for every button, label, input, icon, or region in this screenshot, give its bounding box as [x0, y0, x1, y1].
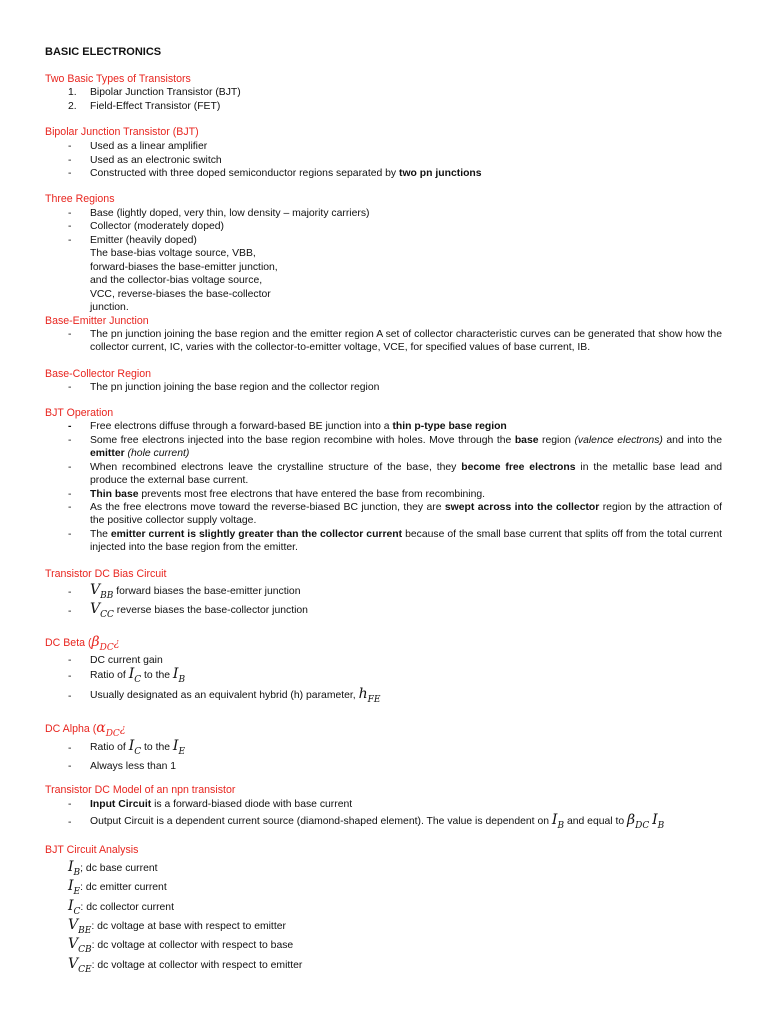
- definition-item: IE: dc emitter current: [68, 878, 167, 897]
- heading-base-emitter-junction: Base-Emitter Junction: [45, 315, 149, 327]
- bullet-dash: -: [68, 329, 72, 340]
- bullet-dash: -: [68, 606, 72, 617]
- bullet-dash: -: [68, 435, 72, 446]
- bullet-dash: -: [68, 235, 72, 246]
- bullet-dash: -: [68, 141, 72, 152]
- bullet-dash: -: [68, 761, 72, 772]
- bullet-dash: -: [68, 502, 72, 513]
- heading-bjt: Bipolar Junction Transistor (BJT): [45, 126, 199, 138]
- list-item: Ratio of IC to the IE: [90, 738, 186, 757]
- list-item: Some free electrons injected into the base region recombine with holes. Move through the base region (valence electrons) and into the emitter (hole current): [90, 435, 722, 460]
- bullet-dash: -: [68, 382, 72, 393]
- list-item: The emitter current is slightly greater than the collector current because of the small base current that splits off from the total current injected into the base region from the emitter.: [90, 529, 722, 554]
- list-item: Output Circuit is a dependent current source (diamond-shaped element). The value is dependent on IB and equal to βDC IB: [90, 812, 665, 831]
- list-item: Ratio of IC to the IB: [90, 666, 186, 685]
- bullet-dash: -: [68, 155, 72, 166]
- bullet-dash: -: [68, 168, 72, 179]
- bullet-dash: -: [68, 489, 72, 500]
- list-item: Used as an electronic switch: [90, 155, 222, 166]
- bullet-dash: -: [68, 421, 72, 432]
- document-title: BASIC ELECTRONICS: [45, 46, 162, 58]
- heading-dc-alpha: DC Alpha ($\alpha_{DC}¿$: [45, 720, 126, 739]
- heading-dc-bias-circuit: Transistor DC Bias Circuit: [45, 568, 167, 580]
- list-item: The pn junction joining the base region and the emitter region A set of collector characteristic curves can be generated that show how the collector current, IC, varies with the collector-to-emitter voltage, VCE, for specified values of base current, IB.: [90, 329, 722, 354]
- bullet-dash: -: [68, 587, 72, 598]
- heading-bjt-operation: BJT Operation: [45, 407, 114, 419]
- list-item: Field-Effect Transistor (FET): [90, 101, 221, 112]
- heading-three-regions: Three Regions: [45, 193, 115, 205]
- list-item: Always less than 1: [90, 761, 177, 772]
- bullet-dash: -: [68, 221, 72, 232]
- list-item: Emitter (heavily doped) The base-bias voltage source, VBB, forward-biases the base-emitter junction, and the collector-bias voltage source, VCC, reverse-biases the base-collector junction.: [90, 235, 278, 314]
- list-marker: 2.: [68, 101, 77, 112]
- definition-item: VCE: dc voltage at collector with respect to emitter: [68, 956, 303, 975]
- bullet-dash: -: [68, 462, 72, 473]
- heading-dc-beta: DC Beta ($\beta_{DC}¿$: [45, 634, 120, 653]
- list-item: Used as a linear amplifier: [90, 141, 208, 152]
- list-item: The pn junction joining the base region and the collector region: [90, 382, 380, 393]
- definition-item: VBE: dc voltage at base with respect to emitter: [68, 917, 286, 936]
- definition-item: VCB: dc voltage at collector with respect to base: [68, 936, 294, 955]
- list-item: Free electrons diffuse through a forward-based BE junction into a thin p-type base region: [90, 421, 507, 432]
- list-item: Base (lightly doped, very thin, low density – majority carriers): [90, 208, 370, 219]
- definition-item: IC: dc collector current: [68, 898, 174, 917]
- bullet-dash: -: [68, 817, 72, 828]
- bullet-dash: -: [68, 655, 72, 666]
- list-item: Bipolar Junction Transistor (BJT): [90, 87, 241, 98]
- heading-dc-model: Transistor DC Model of an npn transistor: [45, 784, 236, 796]
- list-item: Thin base prevents most free electrons that have entered the base from recombining.: [90, 489, 486, 500]
- list-item: As the free electrons move toward the reverse-biased BC junction, they are swept across into the collector region by the attraction of the positive collector supply voltage.: [90, 502, 722, 527]
- bullet-dash: -: [68, 743, 72, 754]
- heading-transistor-types: Two Basic Types of Transistors: [45, 73, 191, 85]
- list-item: VCC reverse biases the base-collector junction: [90, 601, 308, 620]
- bullet-dash: -: [68, 529, 72, 540]
- heading-circuit-analysis: BJT Circuit Analysis: [45, 844, 139, 856]
- bullet-dash: -: [68, 799, 72, 810]
- bullet-dash: -: [68, 691, 72, 702]
- bullet-dash: -: [68, 671, 72, 682]
- list-item: Collector (moderately doped): [90, 221, 224, 232]
- list-item: DC current gain: [90, 655, 163, 666]
- list-marker: 1.: [68, 87, 77, 98]
- list-item: Input Circuit is a forward-biased diode with base current: [90, 799, 353, 810]
- list-item: Usually designated as an equivalent hybrid (h) parameter, hFE: [90, 686, 381, 705]
- definition-item: IB; dc base current: [68, 859, 158, 878]
- list-item: Constructed with three doped semiconductor regions separated by two pn junctions: [90, 168, 482, 179]
- list-item: When recombined electrons leave the crystalline structure of the base, they become free electrons in the metallic base lead and produce the external base current.: [90, 462, 722, 487]
- list-item: VBB forward biases the base-emitter junction: [90, 582, 301, 601]
- bullet-dash: -: [68, 208, 72, 219]
- heading-base-collector-region: Base-Collector Region: [45, 368, 151, 380]
